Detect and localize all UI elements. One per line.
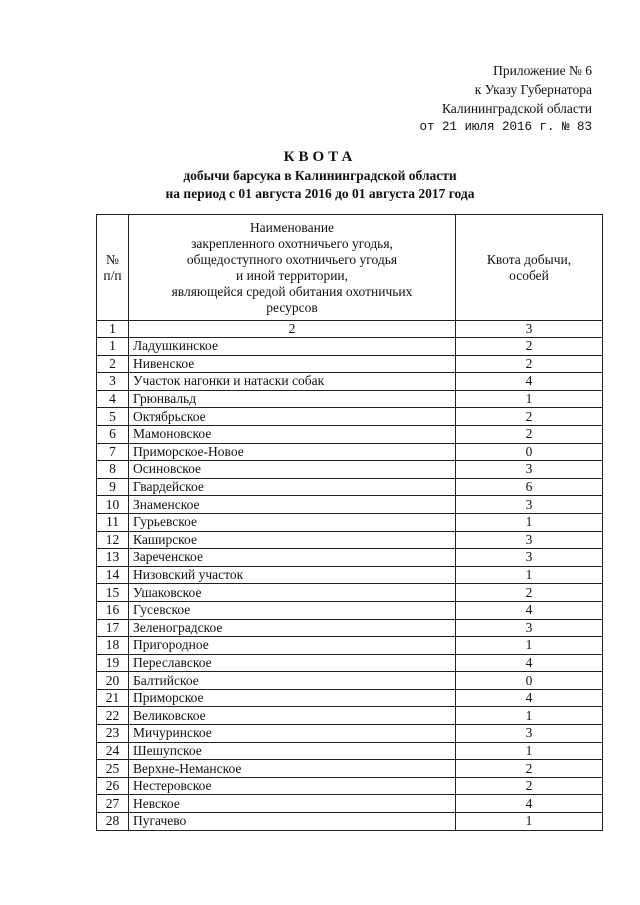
table-row <box>97 654 603 672</box>
hunting-ground-name: Приморское <box>129 689 456 707</box>
hunting-ground-name: Гвардейское <box>129 478 456 496</box>
hunting-ground-name: Верхне-Неманское <box>129 760 456 778</box>
quota-value: 0 <box>456 443 603 461</box>
hunting-ground-name: Великовское <box>129 707 456 725</box>
quota-value: 3 <box>456 619 603 637</box>
quota-value: 3 <box>456 496 603 514</box>
hunting-ground-name: Гусевское <box>129 601 456 619</box>
hunting-ground-name: Переславское <box>129 654 456 672</box>
hunting-ground-name: Ушаковское <box>129 584 456 602</box>
row-number: 25 <box>97 760 129 778</box>
table-row <box>97 742 603 760</box>
quota-value: 2 <box>456 425 603 443</box>
table-row <box>97 531 603 549</box>
quota-value: 1 <box>456 742 603 760</box>
appendix-decree-ref: к Указу Губернатора <box>474 82 592 97</box>
header-name: Наименование закрепленного охотничьего угодья, общедоступного охотничьего угодья и иной территории, являющейся средой обитания охотничьих ресурсов <box>129 215 456 321</box>
table-body <box>97 321 603 831</box>
quota-value: 4 <box>456 654 603 672</box>
row-number: 23 <box>97 725 129 743</box>
table-row <box>97 672 603 690</box>
row-number: 2 <box>97 355 129 373</box>
hunting-ground-name: Каширское <box>129 531 456 549</box>
quota-value: 2 <box>456 408 603 426</box>
quota-value: 3 <box>456 461 603 479</box>
row-number: 19 <box>97 654 129 672</box>
hunting-ground-name: Пугачево <box>129 813 456 831</box>
hunting-ground-name: Грюнвальд <box>129 390 456 408</box>
appendix-region: Калининградской области <box>441 101 592 116</box>
quota-value: 4 <box>456 601 603 619</box>
appendix-header <box>419 61 592 137</box>
header-num: № п/п <box>97 215 129 321</box>
table-row <box>97 549 603 567</box>
table-header-row <box>97 215 603 321</box>
table-row <box>97 813 603 831</box>
quota-table <box>96 214 603 831</box>
table-row <box>97 725 603 743</box>
hunting-ground-name: Приморское-Новое <box>129 443 456 461</box>
header-quota: Квота добычи, особей <box>456 215 603 321</box>
quota-value: 2 <box>456 760 603 778</box>
table-row <box>97 601 603 619</box>
hunting-ground-name: Невское <box>129 795 456 813</box>
row-number: 26 <box>97 777 129 795</box>
row-number: 24 <box>97 742 129 760</box>
row-number: 20 <box>97 672 129 690</box>
quota-value: 2 <box>456 584 603 602</box>
quota-value: 2 <box>456 777 603 795</box>
table-row <box>97 355 603 373</box>
hunting-ground-name: Зеленоградское <box>129 619 456 637</box>
column-number: 2 <box>129 321 456 338</box>
table-row <box>97 513 603 531</box>
table-row <box>97 777 603 795</box>
hunting-ground-name: Участок нагонки и натаски собак <box>129 373 456 391</box>
row-number: 18 <box>97 637 129 655</box>
row-number: 21 <box>97 689 129 707</box>
row-number: 17 <box>97 619 129 637</box>
quota-value: 3 <box>456 531 603 549</box>
quota-value: 1 <box>456 707 603 725</box>
table-row <box>97 619 603 637</box>
document-subtitle-2: на период с 01 августа 2016 до 01 августа 2017 года <box>165 186 475 201</box>
quota-value: 1 <box>456 566 603 584</box>
quota-value: 6 <box>456 478 603 496</box>
hunting-ground-name: Нестеровское <box>129 777 456 795</box>
row-number: 4 <box>97 390 129 408</box>
column-number: 3 <box>456 321 603 338</box>
column-number-row <box>97 321 603 338</box>
quota-value: 4 <box>456 373 603 391</box>
document-title: КВОТА <box>283 149 357 165</box>
quota-value: 3 <box>456 549 603 567</box>
row-number: 8 <box>97 461 129 479</box>
row-number: 9 <box>97 478 129 496</box>
row-number: 13 <box>97 549 129 567</box>
quota-value: 1 <box>456 513 603 531</box>
column-number: 1 <box>97 321 129 338</box>
hunting-ground-name: Знаменское <box>129 496 456 514</box>
row-number: 5 <box>97 408 129 426</box>
appendix-date: от 21 июля 2016 г. № 83 <box>419 120 592 134</box>
table-row <box>97 478 603 496</box>
appendix-number: Приложение № 6 <box>493 63 592 78</box>
document-subtitle-1: добычи барсука в Калининградской области <box>183 168 457 183</box>
quota-value: 2 <box>456 355 603 373</box>
quota-value: 0 <box>456 672 603 690</box>
table-row <box>97 373 603 391</box>
table-row <box>97 637 603 655</box>
table-row <box>97 566 603 584</box>
row-number: 10 <box>97 496 129 514</box>
row-number: 11 <box>97 513 129 531</box>
table-row <box>97 795 603 813</box>
hunting-ground-name: Низовский участок <box>129 566 456 584</box>
hunting-ground-name: Гурьевское <box>129 513 456 531</box>
table-row <box>97 408 603 426</box>
row-number: 7 <box>97 443 129 461</box>
table-row <box>97 425 603 443</box>
row-number: 15 <box>97 584 129 602</box>
quota-value: 3 <box>456 725 603 743</box>
quota-value: 4 <box>456 689 603 707</box>
table-row <box>97 390 603 408</box>
hunting-ground-name: Пригородное <box>129 637 456 655</box>
quota-value: 1 <box>456 637 603 655</box>
table-row <box>97 338 603 356</box>
hunting-ground-name: Мамоновское <box>129 425 456 443</box>
table-row <box>97 496 603 514</box>
hunting-ground-name: Октябрьское <box>129 408 456 426</box>
hunting-ground-name: Нивенское <box>129 355 456 373</box>
row-number: 28 <box>97 813 129 831</box>
row-number: 3 <box>97 373 129 391</box>
row-number: 12 <box>97 531 129 549</box>
hunting-ground-name: Мичуринское <box>129 725 456 743</box>
row-number: 16 <box>97 601 129 619</box>
row-number: 6 <box>97 425 129 443</box>
hunting-ground-name: Осиновское <box>129 461 456 479</box>
quota-value: 1 <box>456 390 603 408</box>
row-number: 22 <box>97 707 129 725</box>
row-number: 1 <box>97 338 129 356</box>
document-heading <box>0 147 640 203</box>
quota-value: 1 <box>456 813 603 831</box>
row-number: 27 <box>97 795 129 813</box>
quota-value: 2 <box>456 338 603 356</box>
quota-value: 4 <box>456 795 603 813</box>
table-row <box>97 584 603 602</box>
table-row <box>97 461 603 479</box>
hunting-ground-name: Шешупское <box>129 742 456 760</box>
row-number: 14 <box>97 566 129 584</box>
hunting-ground-name: Ладушкинское <box>129 338 456 356</box>
table-row <box>97 443 603 461</box>
hunting-ground-name: Зареченское <box>129 549 456 567</box>
table-row <box>97 760 603 778</box>
hunting-ground-name: Балтийское <box>129 672 456 690</box>
table-row <box>97 707 603 725</box>
table-row <box>97 689 603 707</box>
